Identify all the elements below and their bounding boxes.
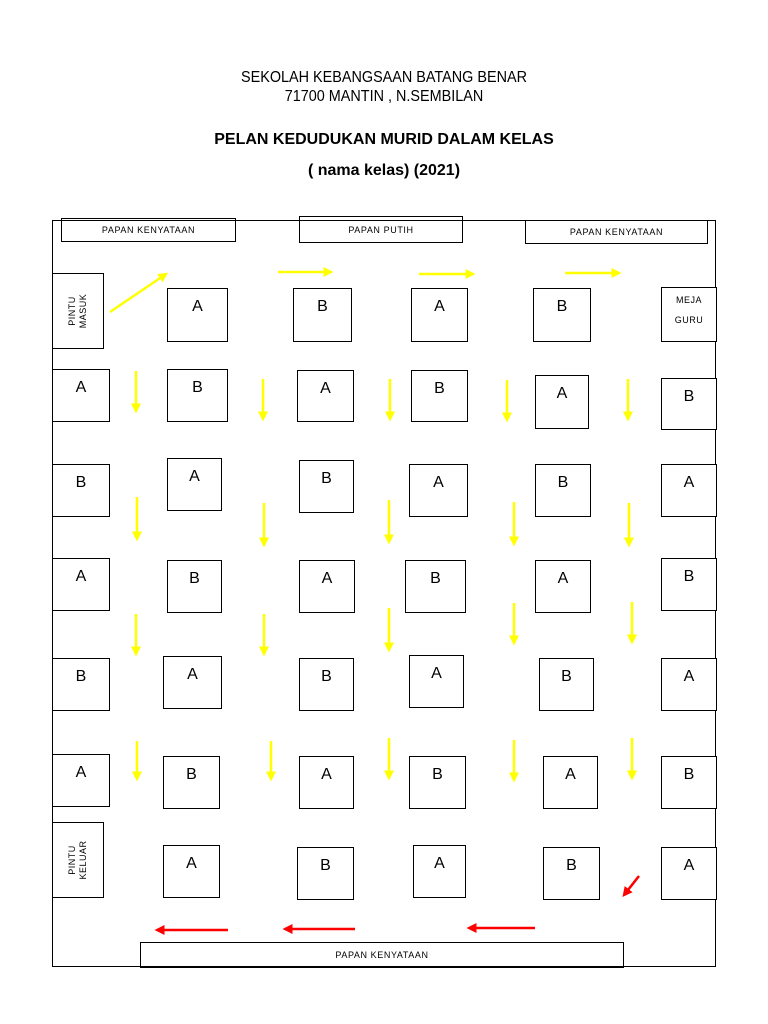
seat-desk: B xyxy=(661,558,717,611)
seat-desk: A xyxy=(661,847,717,900)
teacher-desk: MEJA GURU xyxy=(661,287,717,342)
seat-desk: A xyxy=(411,288,468,342)
seat-desk: B xyxy=(411,370,468,422)
seat-desk: A xyxy=(535,375,589,429)
entrance-door-label: PINTU MASUK xyxy=(67,293,88,329)
seat-desk: B xyxy=(297,847,354,900)
seat-desk: A xyxy=(661,658,717,711)
seat-desk: B xyxy=(661,756,717,809)
exit-door-label: PINTU KELUAR xyxy=(67,840,88,880)
seat-desk: A xyxy=(297,370,354,422)
seat-desk: B xyxy=(52,658,110,711)
seat-desk: A xyxy=(163,845,220,898)
seat-desk: A xyxy=(52,754,110,807)
seat-desk: A xyxy=(413,845,466,898)
arrow-exit-diagonal xyxy=(624,876,639,895)
seat-desk: B xyxy=(533,288,591,342)
seat-desk: A xyxy=(409,464,468,517)
seat-desk: B xyxy=(409,756,466,809)
school-address: 71700 MANTIN , N.SEMBILAN xyxy=(284,88,484,105)
seat-desk: A xyxy=(409,655,464,708)
school-name: SEKOLAH KEBANGSAAN BATANG BENAR xyxy=(241,69,527,86)
yellow-flow-arrows xyxy=(110,272,632,780)
page-title: PELAN KEDUDUKAN MURID DALAM KELAS xyxy=(214,131,554,148)
seat-desk: B xyxy=(52,464,110,517)
seat-desk: B xyxy=(167,560,222,613)
seat-desk: B xyxy=(543,847,600,900)
seat-desk: B xyxy=(299,460,354,513)
seat-desk: A xyxy=(661,464,717,517)
seat-desk: B xyxy=(167,369,228,422)
notice-board-bottom: PAPAN KENYATAAN xyxy=(140,942,624,968)
seat-desk: A xyxy=(299,756,354,809)
page-subtitle: ( nama kelas) (2021) xyxy=(307,162,461,179)
seat-desk: B xyxy=(535,464,591,517)
seat-desk: A xyxy=(167,458,222,511)
arrow-entrance xyxy=(110,274,166,312)
seat-desk: A xyxy=(52,369,110,422)
red-exit-arrows xyxy=(157,876,639,930)
whiteboard: PAPAN PUTIH xyxy=(299,216,463,243)
seat-desk: A xyxy=(543,756,598,809)
seat-desk: B xyxy=(299,658,354,711)
seat-desk: B xyxy=(661,378,717,430)
notice-board-top-right: PAPAN KENYATAAN xyxy=(525,220,708,244)
seat-desk: B xyxy=(405,560,466,613)
seat-desk: A xyxy=(535,560,591,613)
notice-board-top-left: PAPAN KENYATAAN xyxy=(61,218,236,242)
seat-desk: A xyxy=(167,288,228,342)
seat-desk: A xyxy=(52,558,110,611)
seat-desk: A xyxy=(299,560,355,613)
seat-desk: A xyxy=(163,656,222,709)
seat-desk: B xyxy=(293,288,352,342)
seat-desk: B xyxy=(539,658,594,711)
seat-desk: B xyxy=(163,756,220,809)
